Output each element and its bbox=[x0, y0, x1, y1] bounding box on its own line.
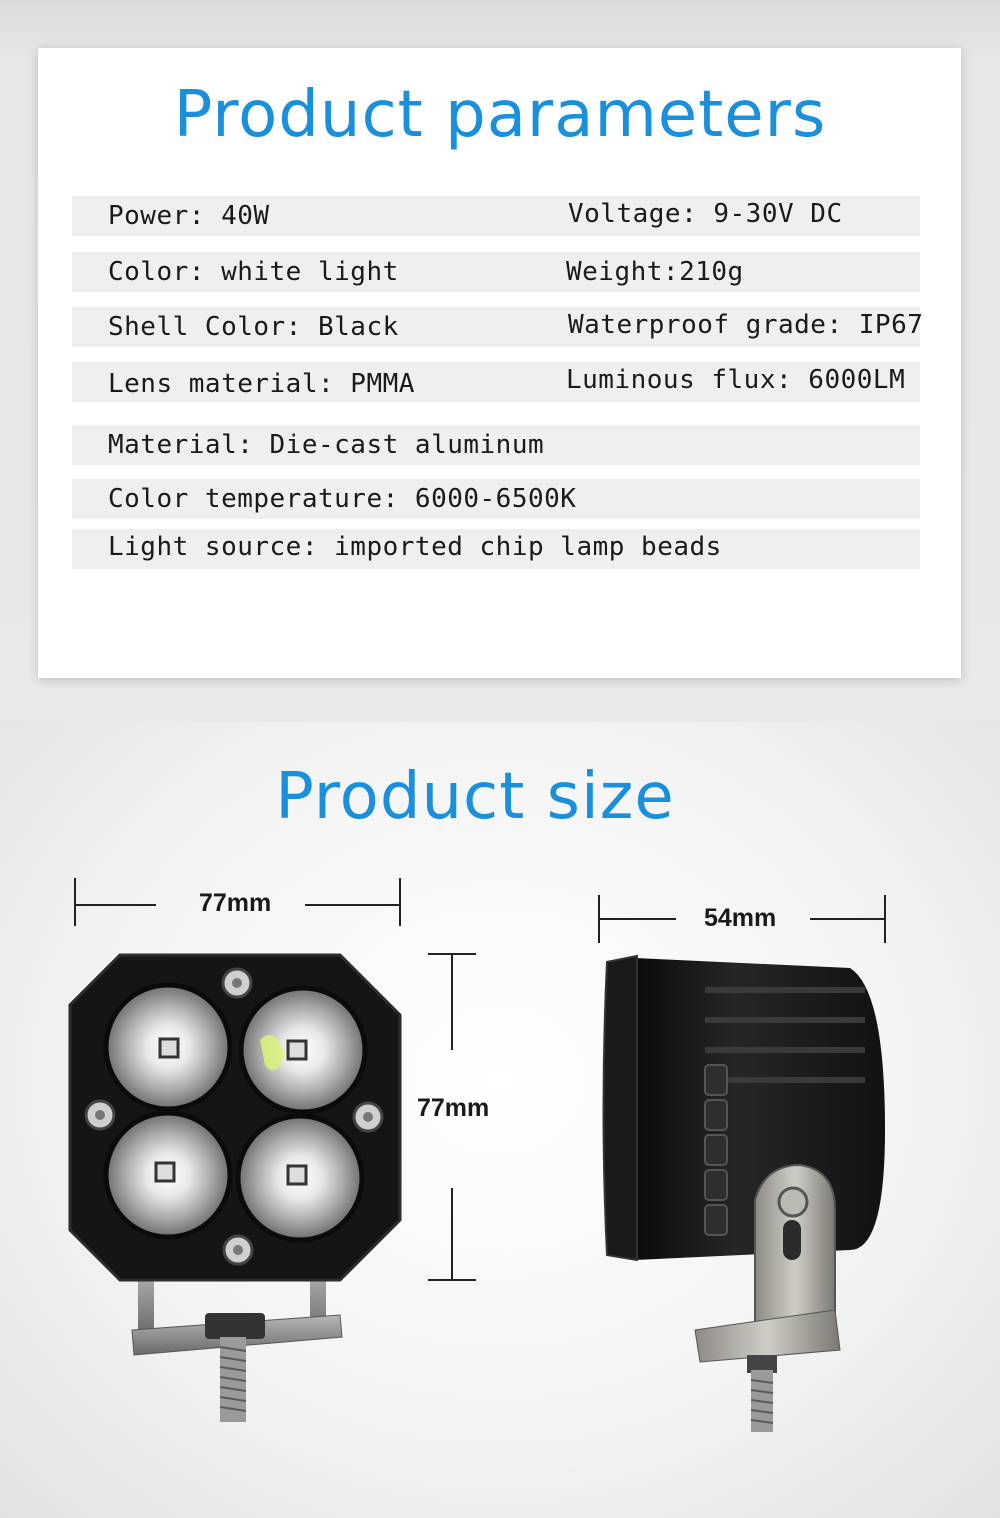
param-color-temperature: Color temperature: 6000-6500K bbox=[108, 484, 577, 514]
size-title: Product size bbox=[275, 760, 675, 834]
param-lens-material: Lens material: PMMA bbox=[108, 369, 415, 399]
param-shell-color: Shell Color: Black bbox=[108, 312, 399, 342]
dimension-tick bbox=[884, 895, 886, 943]
param-color: Color: white light bbox=[108, 257, 399, 287]
dimension-line bbox=[451, 1188, 453, 1280]
param-light-source: Light source: imported chip lamp beads bbox=[108, 532, 722, 562]
param-waterproof: Waterproof grade: IP67 bbox=[568, 310, 924, 340]
param-voltage: Voltage: 9-30V DC bbox=[568, 199, 843, 229]
param-row bbox=[72, 307, 924, 347]
dimension-line bbox=[76, 904, 156, 906]
side-depth-label: 54mm bbox=[704, 904, 777, 932]
param-material: Material: Die-cast aluminum bbox=[108, 430, 545, 460]
dimension-line bbox=[305, 904, 400, 906]
param-row bbox=[72, 479, 920, 519]
dimension-line bbox=[600, 918, 676, 920]
parameters-title: Product parameters bbox=[173, 78, 827, 152]
front-width-label: 77mm bbox=[199, 889, 272, 917]
dimension-tick bbox=[428, 1279, 476, 1281]
side-lamp-image bbox=[595, 950, 895, 1440]
param-row bbox=[72, 362, 920, 402]
param-row bbox=[72, 196, 920, 236]
param-power: Power: 40W bbox=[108, 201, 270, 231]
dimension-tick bbox=[399, 878, 401, 926]
dimension-tick bbox=[74, 878, 76, 926]
dimension-line bbox=[810, 918, 885, 920]
param-weight: Weight:210g bbox=[566, 257, 744, 287]
param-luminous-flux: Luminous flux: 6000LM bbox=[566, 365, 906, 395]
front-lamp-image bbox=[60, 945, 410, 1435]
dimension-line bbox=[451, 955, 453, 1050]
param-row bbox=[72, 529, 920, 569]
front-height-label: 77mm bbox=[417, 1094, 490, 1122]
param-row bbox=[72, 425, 920, 465]
param-row bbox=[72, 252, 920, 292]
